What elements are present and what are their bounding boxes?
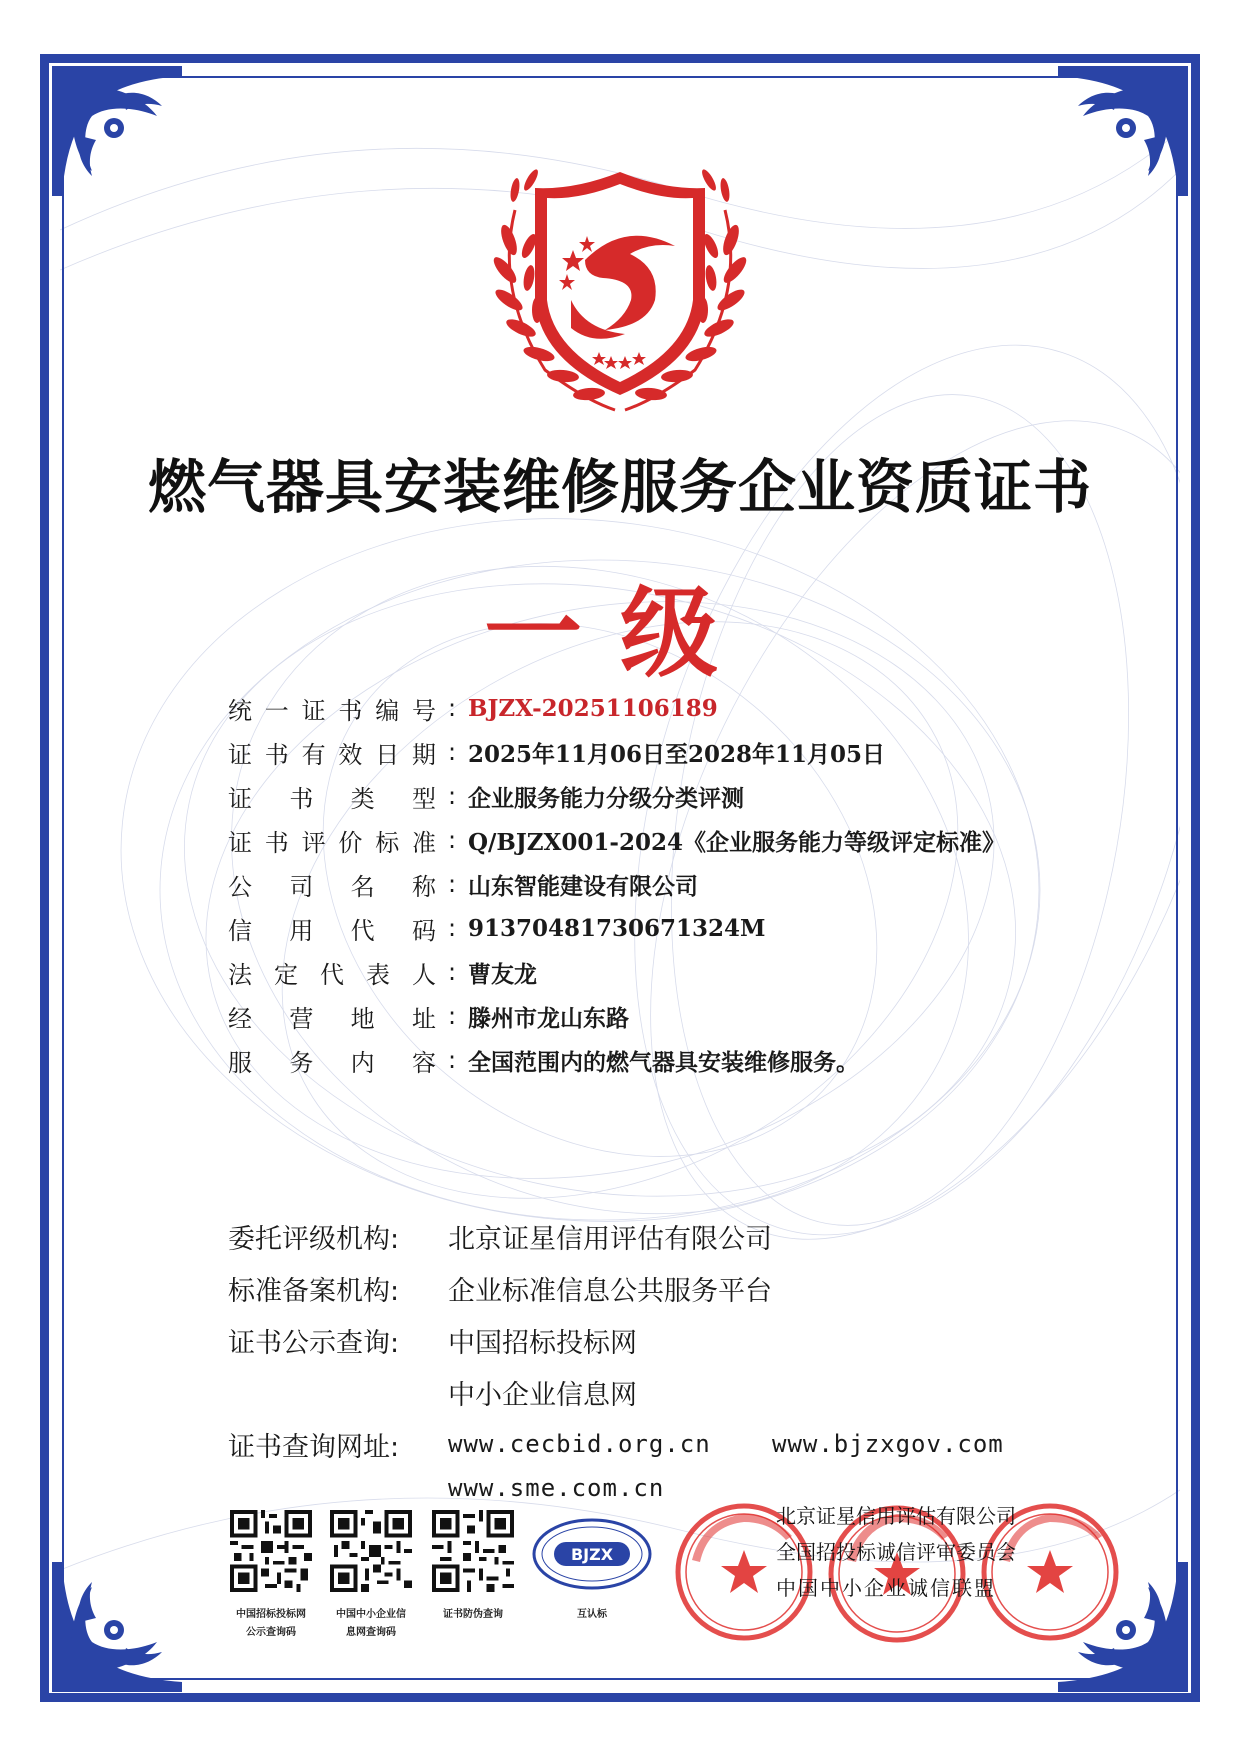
publicity-site-2: 中小企业信息网 (448, 1379, 637, 1411)
info-row-service (228, 1038, 1048, 1082)
corner-ornament-icon (52, 1562, 182, 1692)
publicity-row-2 (228, 1366, 1048, 1418)
validity-period: 2025年11月06日至2028年11月05日 (468, 740, 886, 768)
company-name: 山东智能建设有限公司 (468, 872, 698, 900)
url-link-2[interactable]: www.bjzxgov.com (772, 1430, 1004, 1458)
info-row-company (228, 862, 1048, 906)
publicity-site-1: 中国招标投标网 (448, 1327, 637, 1359)
badge-text: BJZX (570, 1545, 614, 1564)
info-row-credit-code (228, 906, 1048, 950)
qr-code-icon[interactable] (230, 1510, 312, 1592)
qr-code-icon[interactable] (330, 1510, 412, 1592)
qr-caption: 中国招标投标网 公示查询码 (236, 1609, 306, 1638)
organizations-block (228, 1210, 1048, 1506)
badge-caption: 互认标 (577, 1609, 607, 1620)
qr-code-icon[interactable] (432, 1510, 514, 1592)
info-colon: : (447, 694, 457, 722)
publicity-label: 证书公示查询: (228, 1327, 400, 1359)
qr-caption: 中国中小企业信 息网查询码 (336, 1609, 406, 1638)
url-label: 证书查询网址: (228, 1431, 400, 1463)
info-row-validity (228, 730, 1048, 774)
info-row-type (228, 774, 1048, 818)
info-label: 统一证书编号 (228, 696, 436, 725)
url-row (228, 1418, 1048, 1470)
info-label: 法定代表人 (228, 960, 436, 989)
info-row-certificate-number (228, 686, 1048, 730)
issuer-name: 北京证星信用评估有限公司 (776, 1504, 1016, 1528)
bjzx-badge-icon (532, 1518, 652, 1590)
evaluation-standard: Q/BJZX001-2024《企业服务能力等级评定标准》 (468, 828, 1005, 856)
certificate-number: BJZX-20251106189 (468, 694, 718, 722)
info-colon: : (447, 914, 457, 942)
info-label: 信用代码 (228, 916, 436, 945)
info-colon: : (447, 958, 457, 986)
info-row-legal-rep (228, 950, 1048, 994)
info-colon: : (447, 870, 457, 898)
info-colon: : (447, 1002, 457, 1030)
info-label: 证书类型 (228, 784, 436, 813)
qr-caption: 证书防伪查询 (443, 1609, 503, 1620)
publicity-row (228, 1314, 1048, 1366)
business-address: 滕州市龙山东路 (468, 1004, 629, 1032)
credit-code: 91370481730671324M (468, 914, 766, 942)
seal-star-icon (721, 1550, 767, 1593)
info-row-address (228, 994, 1048, 1038)
info-label: 证书评价标准 (228, 828, 436, 857)
info-label: 经营地址 (228, 1004, 436, 1033)
info-colon: : (447, 1046, 457, 1074)
legal-representative: 曹友龙 (468, 960, 537, 988)
info-label: 证书有效日期 (228, 740, 436, 769)
filing-agency: 企业标准信息公共服务平台 (448, 1275, 772, 1307)
issuer-name: 全国招投标诚信评审委员会 (776, 1540, 1016, 1564)
info-row-standard (228, 818, 1048, 862)
filing-agency-label: 标准备案机构: (228, 1275, 400, 1307)
corner-ornament-icon (1058, 66, 1188, 196)
info-colon: : (447, 826, 457, 854)
certificate-info (228, 686, 1048, 1082)
issuer-name: 中国中小企业诚信联盟 (776, 1576, 996, 1600)
url-link-1[interactable]: www.cecbid.org.cn (448, 1430, 711, 1458)
shield-emblem-icon (475, 150, 765, 420)
info-colon: : (447, 738, 457, 766)
corner-ornament-icon (52, 66, 182, 196)
filing-agency-row (228, 1262, 1048, 1314)
rating-agency-label: 委托评级机构: (228, 1223, 400, 1255)
rating-agency-row (228, 1210, 1048, 1262)
info-label: 服务内容 (228, 1048, 436, 1077)
certificate-type: 企业服务能力分级分类评测 (468, 784, 744, 812)
certificate-grade: 一级 (483, 576, 756, 691)
rating-agency: 北京证星信用评估有限公司 (448, 1223, 772, 1255)
certificate-title: 燃气器具安装维修服务企业资质证书 (147, 453, 1092, 521)
info-colon: : (447, 782, 457, 810)
info-label: 公司名称 (228, 872, 436, 901)
url-link-3[interactable]: www.sme.com.cn (448, 1474, 665, 1502)
service-scope: 全国范围内的燃气器具安装维修服务。 (468, 1048, 859, 1076)
